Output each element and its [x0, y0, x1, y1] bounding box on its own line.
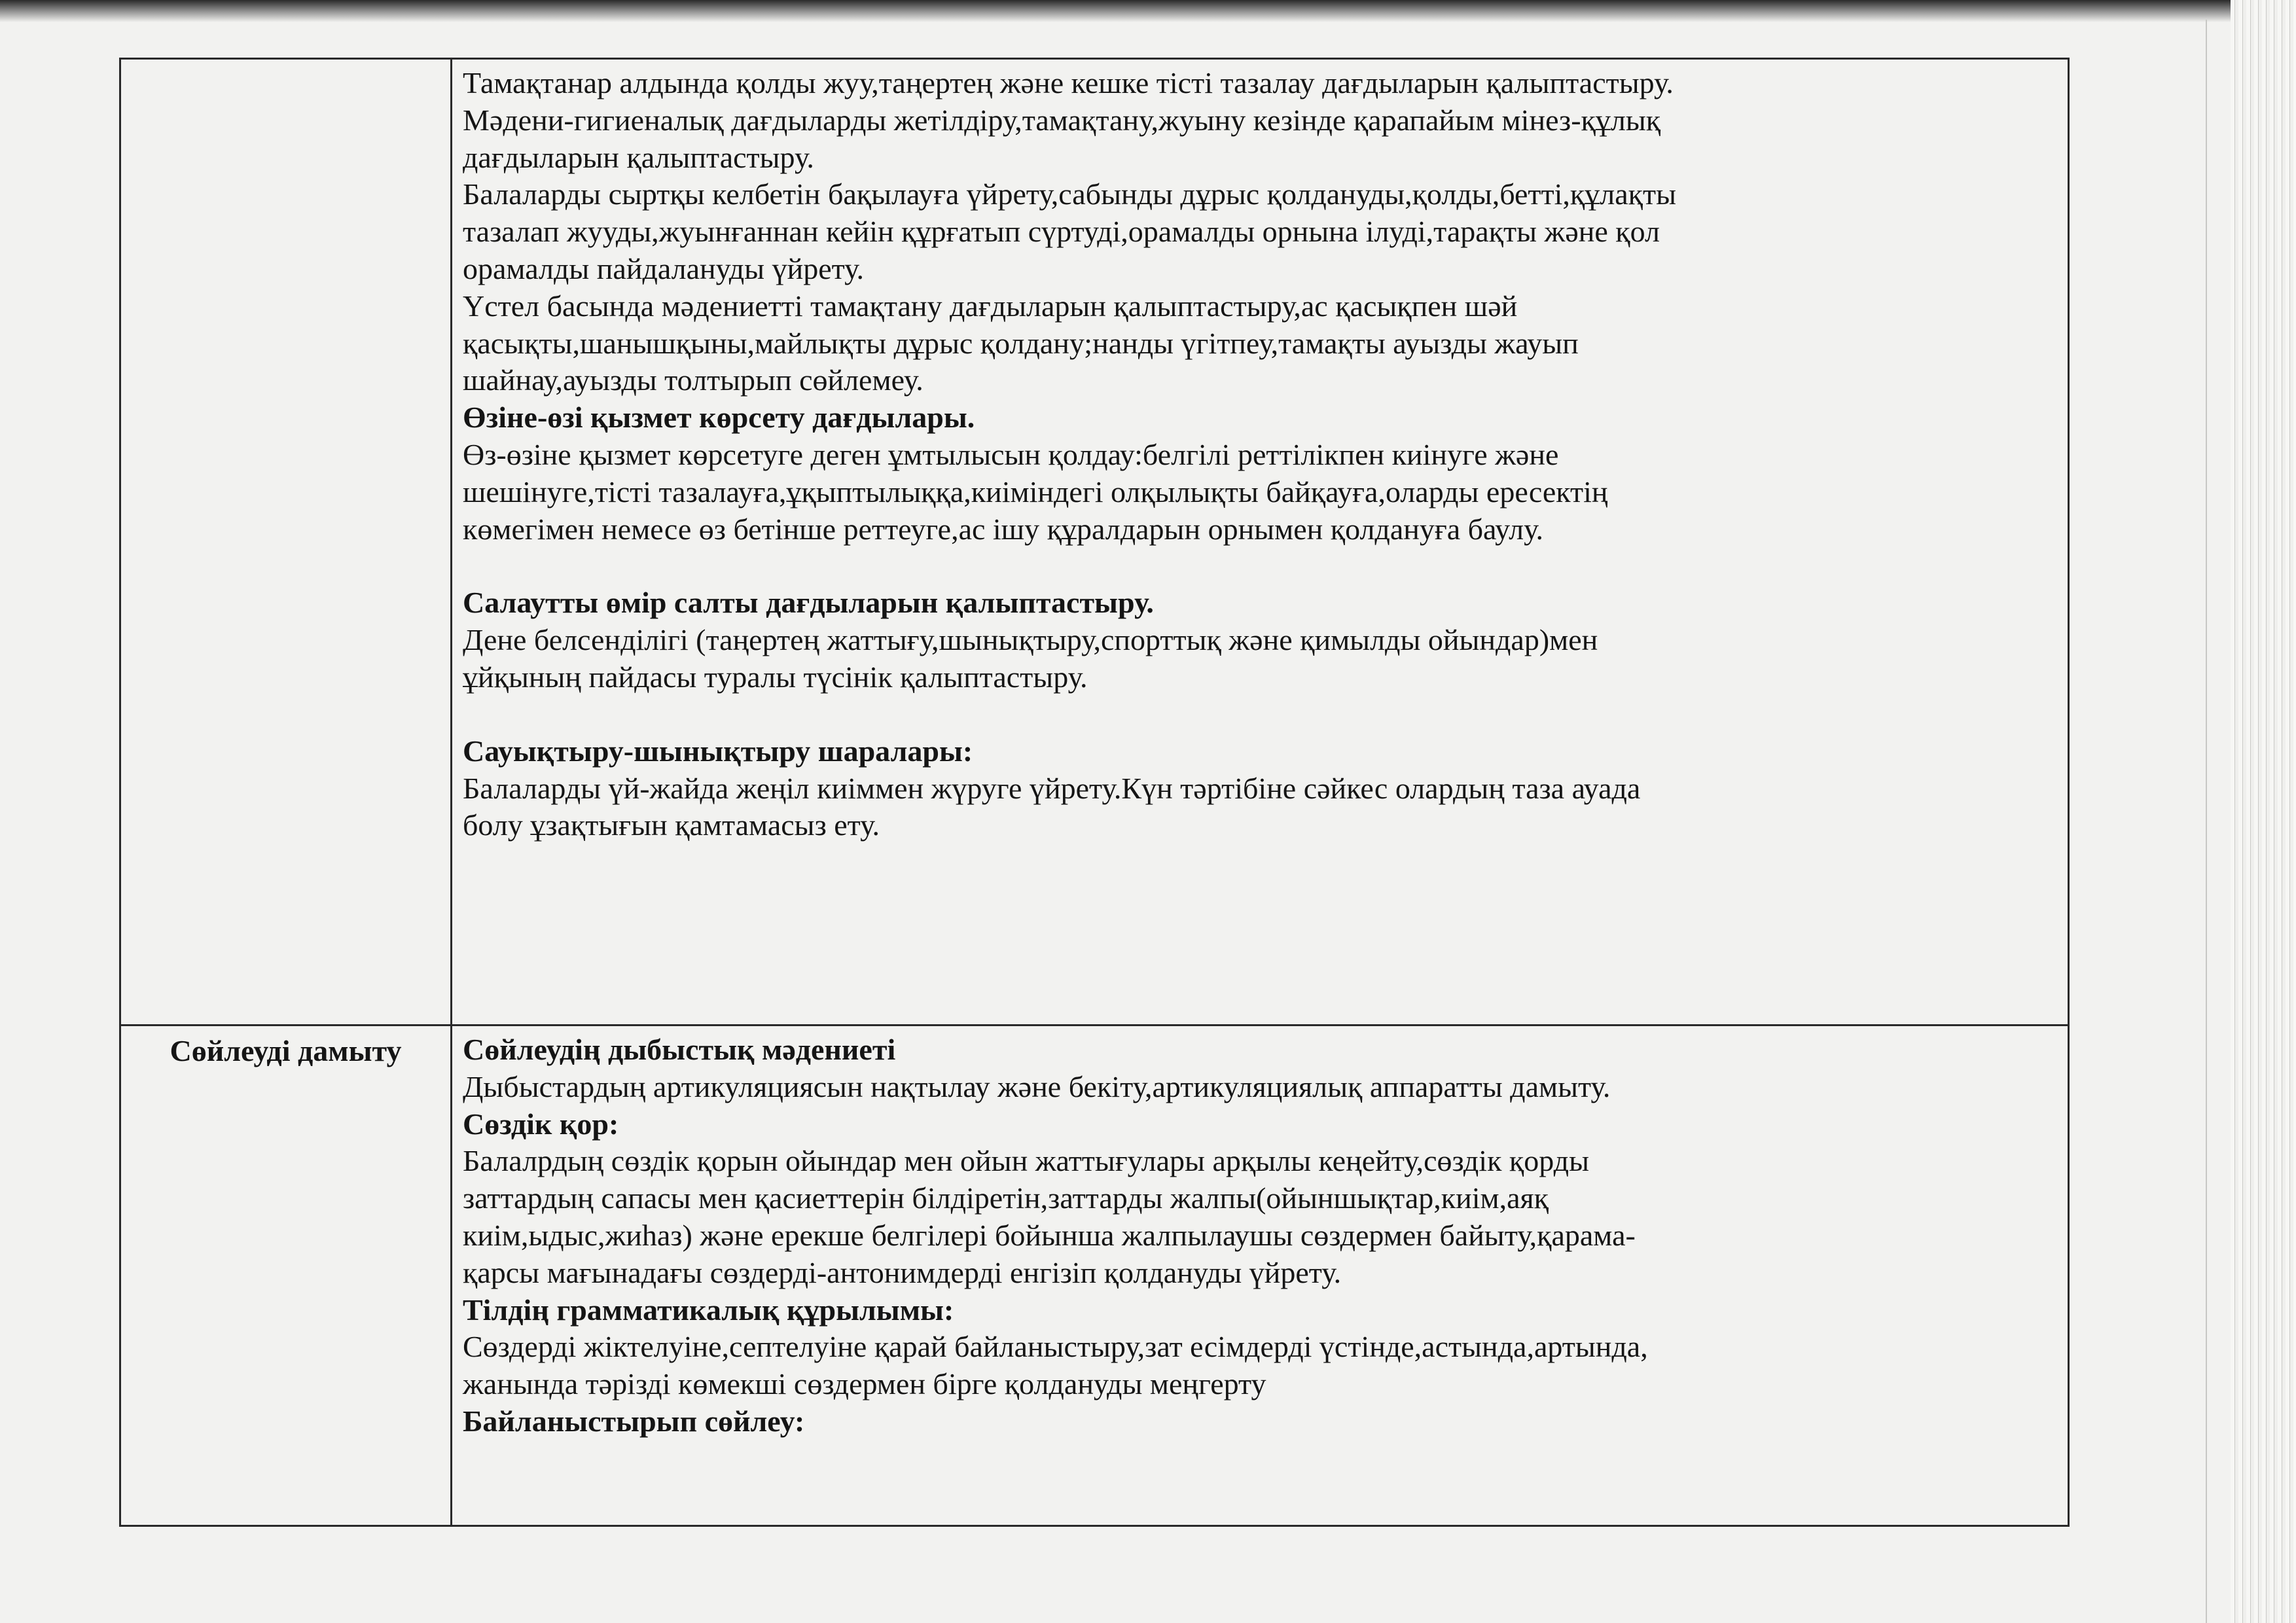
text-line: дағдыларын қалыптастыру. — [463, 140, 814, 174]
text-line: Дене белсенділігі (таңертең жаттығу,шынықтыру,спорттық және қимылды ойындар)мен — [463, 623, 1598, 657]
section-heading: Сөздік қор: — [463, 1107, 619, 1141]
text-line: Балалрдың сөздік қорын ойындар мен ойын жаттығулары арқылы кеңейту,сөздік қорды — [463, 1144, 1589, 1178]
text-line: Сөздерді жіктелуіне,септелуіне қарай байланыстыру,зат есімдерді үстінде,астында,артында, — [463, 1330, 1648, 1364]
section-heading: Байланыстырып сөйлеу: — [463, 1404, 805, 1438]
table-row-hygiene — [121, 60, 2068, 1026]
column-divider — [450, 60, 452, 1024]
text-line: Мәдени-гигиеналық дағдыларды жетілдіру,тамақтану,жуыну кезінде қарапайым мінез-құлық — [463, 103, 1661, 137]
table-row-speech — [121, 1026, 2068, 1525]
text-line: Тамақтанар алдында қолды жуу,таңертең және кешке тісті тазалау дағдыларын қалыптастыру. — [463, 66, 1674, 99]
text-line: Дыбыстардың артикуляциясын нақтылау және бекіту,артикуляциялық аппаратты дамыту. — [463, 1069, 1611, 1103]
section-heading: Салаутты өмір салты дағдыларын қалыптастыру. — [463, 586, 1154, 620]
text-line: заттардың сапасы мен қасиеттерін білдіретін,заттарды жалпы(ойыншықтар,киім,аяқ — [463, 1181, 1549, 1215]
text-line: болу ұзақтығын қамтамасыз ету. — [463, 808, 880, 842]
blank-line — [463, 548, 2060, 584]
text-line: Балаларды үй-жайда жеңіл киіммен жүруге үйрету.Күн тәртібіне сәйкес олардың таза ауада — [463, 771, 1641, 805]
curriculum-table — [119, 58, 2070, 1527]
text-line: Үстел басында мәдениетті тамақтану дағдыларын қалыптастыру,ас қасықпен шәй — [463, 289, 1518, 323]
text-line: шайнау,ауызды толтырып сөйлемеу. — [463, 363, 924, 397]
text-line: Өз-өзіне қызмет көрсетуге деген ұмтылысын қолдау:белгілі реттілікпен киінуге және — [463, 437, 1559, 471]
scan-shadow — [0, 0, 2296, 22]
text-line: тазалап жууды,жуынғаннан кейін құрғатып сүртуді,орамалды орнына ілуді,тарақты және қол — [463, 215, 1660, 249]
text-line: қасықты,шанышқыны,майлықты дұрыс қолдану;нанды үгітпеу,тамақты ауызды жауып — [463, 326, 1579, 360]
text-line: Балаларды сыртқы келбетін бақылауға үйрету,сабынды дұрыс қолдануды,қолды,бетті,құлақты — [463, 177, 1676, 211]
section-heading: Тілдің грамматикалық құрылымы: — [463, 1293, 954, 1327]
text-line: ұйқының пайдасы туралы түсінік қалыптастыру. — [463, 660, 1088, 694]
text-line: жанында тәрізді көмекші сөздермен бірге қолдануды меңгерту — [463, 1367, 1266, 1401]
text-line: қарсы мағынадағы сөздерді-антонимдерді енгізіп қолдануды үйрету. — [463, 1255, 1342, 1289]
row-label: Сөйлеуді дамыту — [170, 1034, 402, 1067]
section-heading: Өзіне-өзі қызмет көрсету дағдылары. — [463, 401, 975, 435]
section-heading: Сөйлеудің дыбыстық мәдениеті — [463, 1033, 896, 1066]
text-line: шешінуге,тісті тазалауға,ұқыптылыққа,киіміндегі олқылықты байқауға,оларды ересектің — [463, 474, 1608, 508]
text-line: көмегімен немесе өз бетінше реттеуге,ас ішу құралдарын орнымен қолдануға баулу. — [463, 512, 1543, 546]
row-content — [463, 1031, 2060, 1440]
row-content — [463, 65, 2060, 844]
text-line: киім,ыдыс,жиһаз) және ерекше белгілері бойынша жалпылаушы сөздермен байыту,қарама- — [463, 1218, 1636, 1252]
section-heading: Сауықтыру-шынықтыру шаралары: — [463, 734, 973, 768]
blank-line — [463, 696, 2060, 733]
page-edge-line — [2206, 20, 2207, 1623]
column-divider — [450, 1026, 452, 1525]
text-line: орамалды пайдалануды үйрету. — [463, 251, 865, 285]
page-stack-edge — [2231, 0, 2296, 1623]
